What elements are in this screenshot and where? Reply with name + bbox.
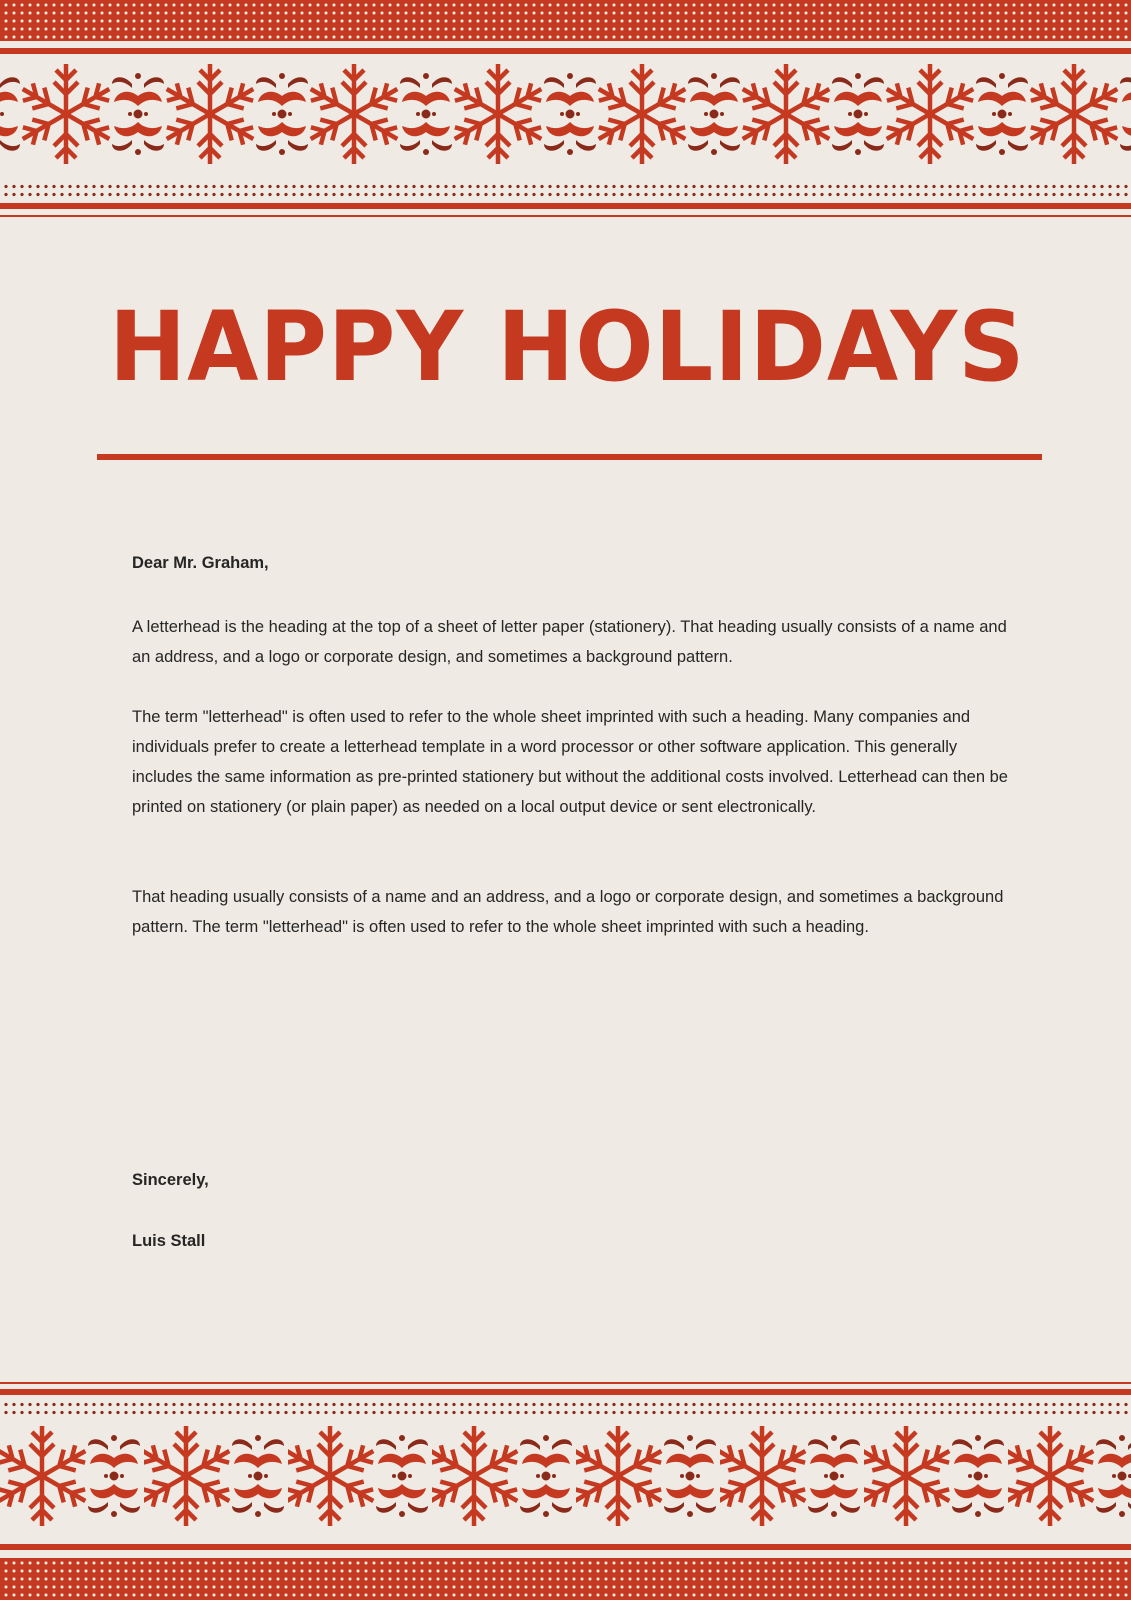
top-border-dotted-band	[0, 0, 1131, 41]
bottom-border-dot-row	[0, 1401, 1131, 1408]
bottom-border-dotted-band	[0, 1558, 1131, 1600]
top-border-dot-row-2	[0, 191, 1131, 198]
paragraph-3: That heading usually consists of a name and an address, and a logo or corporate design, and sometimes a background pattern. The term "letterhead" is often used to refer to the whole sheet imprinted with such a heading.	[132, 888, 1004, 936]
top-snowflake-border-icon	[0, 64, 1131, 174]
bottom-snowflake-border-icon	[0, 1426, 1131, 1536]
bottom-border-stripe-upper	[0, 1389, 1131, 1395]
bottom-border-dot-row-2	[0, 1409, 1131, 1416]
signature: Luis Stall	[132, 1232, 206, 1250]
bottom-border-thin-line	[0, 1382, 1131, 1384]
page-title: HAPPY HOLIDAYS	[109, 291, 1026, 403]
closing: Sincerely,	[132, 1171, 209, 1189]
top-border-stripe	[0, 48, 1131, 54]
top-border-stripe-lower	[0, 203, 1131, 209]
paragraph-1: A letterhead is the heading at the top of a sheet of letter paper (stationery). That heading usually consists of a name and an address, and a logo or corporate design, and sometimes a background pattern.	[132, 618, 1007, 666]
bottom-border-stripe	[0, 1544, 1131, 1550]
top-border-thin-line	[0, 215, 1131, 217]
title-divider	[97, 454, 1042, 460]
top-border-dot-row	[0, 183, 1131, 190]
paragraph-2: The term "letterhead" is often used to refer to the whole sheet imprinted with such a heading. Many companies and individuals prefer to create a letterhead template in a word processor or other software application. This generally includes the same information as pre-printed stationery but without the additional costs involved. Letterhead can then be printed on stationery (or plain paper) as needed on a local output device or sent electronically.	[132, 708, 1008, 816]
salutation: Dear Mr. Graham,	[132, 554, 269, 572]
